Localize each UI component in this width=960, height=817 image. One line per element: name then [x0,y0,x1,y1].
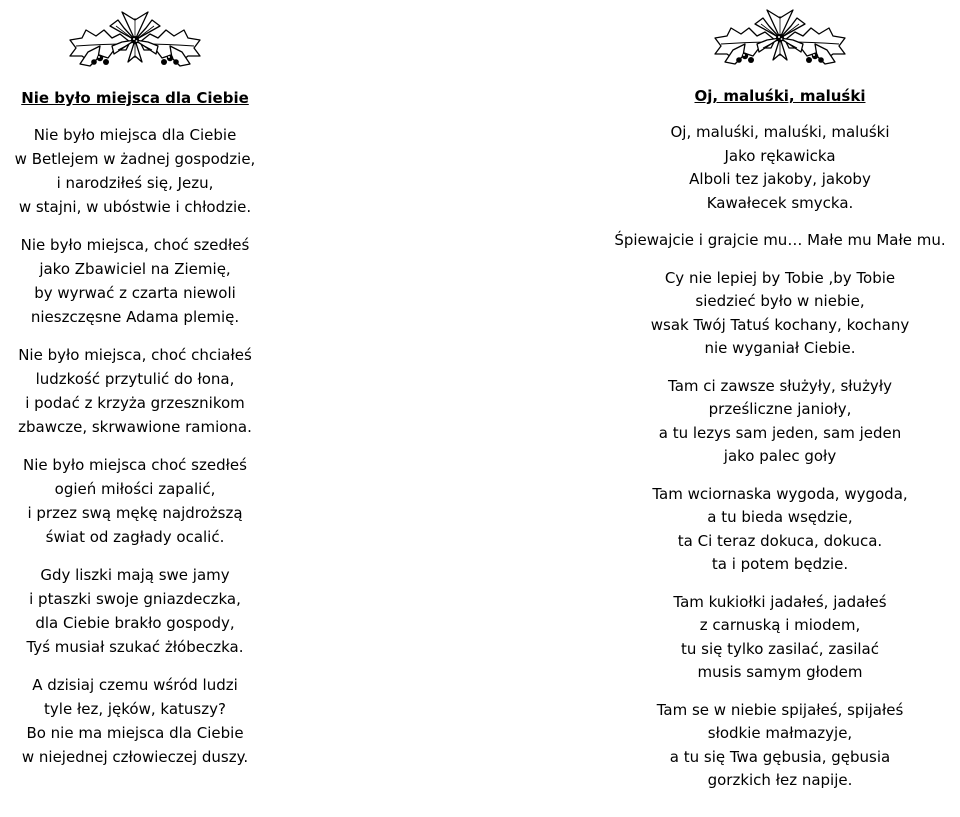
stanza [0,673,270,769]
verse-line: Gdy liszki mają swe jamy [40,566,230,584]
left-poem-body [0,123,270,769]
stanza [600,229,960,253]
verse-line: Tam kukiołki jadałeś, jadałeś [673,592,887,611]
left-poem-column [0,0,270,769]
stanza [600,121,960,215]
verse-line: Nie było miejsca dla Ciebie [33,126,237,144]
verse-line: z carnuską i miodem, [699,616,861,634]
left-poem-title: Nie było miejsca dla Ciebie [21,89,249,107]
verse-line: Tyś musiał szukać żłóbeczka. [26,638,244,656]
verse-line: Tam wciornaska wygoda, wygoda, [652,484,908,503]
verse-line: Nie było miejsca, choć szedłeś [20,236,250,254]
stanza [0,453,270,549]
stanza [600,699,960,793]
verse-line: ogień miłości zapalić, [54,480,216,498]
stanza [0,123,270,219]
verse-line: zbawcze, skrwawione ramiona. [18,418,252,436]
stanza [600,591,960,685]
poinsettia-ornament-icon [60,6,210,68]
verse-line: gorzkich łez napije. [707,771,853,789]
poinsettia-ornament-icon [705,4,855,66]
verse-line: Nie było miejsca choć szedłeś [23,456,247,474]
verse-line: musis samym głodem [697,663,863,681]
verse-line: Śpiewajcie i grajcie mu… Małe mu Małe mu. [614,231,946,249]
verse-line: a tu lezys sam jeden, sam jeden [658,423,902,442]
verse-line: a tu się Twa gębusia, gębusia [669,747,891,766]
stanza [600,483,960,577]
verse-line: ta i potem będzie. [711,555,849,573]
verse-line: prześliczne janioły, [708,400,852,418]
verse-line: słodkie małmazyje, [707,724,853,742]
verse-line: Alboli tez jakoby, jakoby [689,170,871,188]
verse-line: w stajni, w ubóstwie i chłodzie. [18,198,252,216]
verse-line: świat od zagłady ocalić. [45,528,225,546]
verse-line: w Betlejem w żadnej gospodzie, [14,150,256,168]
verse-line: Bo nie ma miejsca dla Ciebie [26,724,244,742]
verse-line: jako Zbawiciel na Ziemię, [39,260,231,278]
verse-line: w niejednej człowieczej duszy. [21,748,249,766]
verse-line: Tam se w niebie spijałeś, spijałeś [656,700,904,719]
stanza [600,375,960,469]
stanza [0,563,270,659]
verse-line: dla Ciebie brakło gospody, [35,614,235,632]
verse-line: ta Ci teraz dokuca, dokuca. [677,531,883,550]
verse-line: by wyrwać z czarta niewoli [34,284,236,302]
verse-line: Nie było miejsca, choć chciałeś [18,346,252,364]
verse-line: Jako rękawicka [724,146,836,165]
verse-line: nie wyganiał Ciebie. [704,339,856,357]
right-poem-title: Oj, maluśki, maluśki [694,87,866,105]
verse-line: wsak Twój Tatuś kochany, kochany [650,315,910,334]
right-poem-column [600,0,960,793]
stanza [0,233,270,329]
verse-line: tu się tylko zasilać, zasilać [680,639,879,658]
stanza [600,267,960,361]
verse-line: i podać z krzyża grzesznikom [25,394,245,412]
verse-line: i przez swą mękę najdroższą [27,504,243,522]
verse-line: A dzisiaj czemu wśród ludzi [32,676,238,694]
verse-line: jako palec goły [723,447,837,465]
verse-line: tyle łez, jęków, katuszy? [44,700,226,718]
verse-line: Kawałecek smycka. [706,193,854,212]
stanza [0,343,270,439]
verse-line: i narodziłeś się, Jezu, [56,174,214,192]
verse-line: a tu bieda wsędzie, [707,508,853,526]
verse-line: Oj, maluśki, maluśki, maluśki [670,123,890,141]
verse-line: Cy nie lepiej by Tobie ,by Tobie [664,268,896,287]
verse-line: siedzieć było w niebie, [695,292,865,310]
verse-line: i ptaszki swoje gniazdeczka, [29,590,241,608]
verse-line: Tam ci zawsze służyły, służyły [668,376,892,395]
right-poem-body [600,121,960,793]
verse-line: nieszczęsne Adama plemię. [30,308,240,326]
verse-line: ludzkość przytulić do łona, [35,370,235,388]
